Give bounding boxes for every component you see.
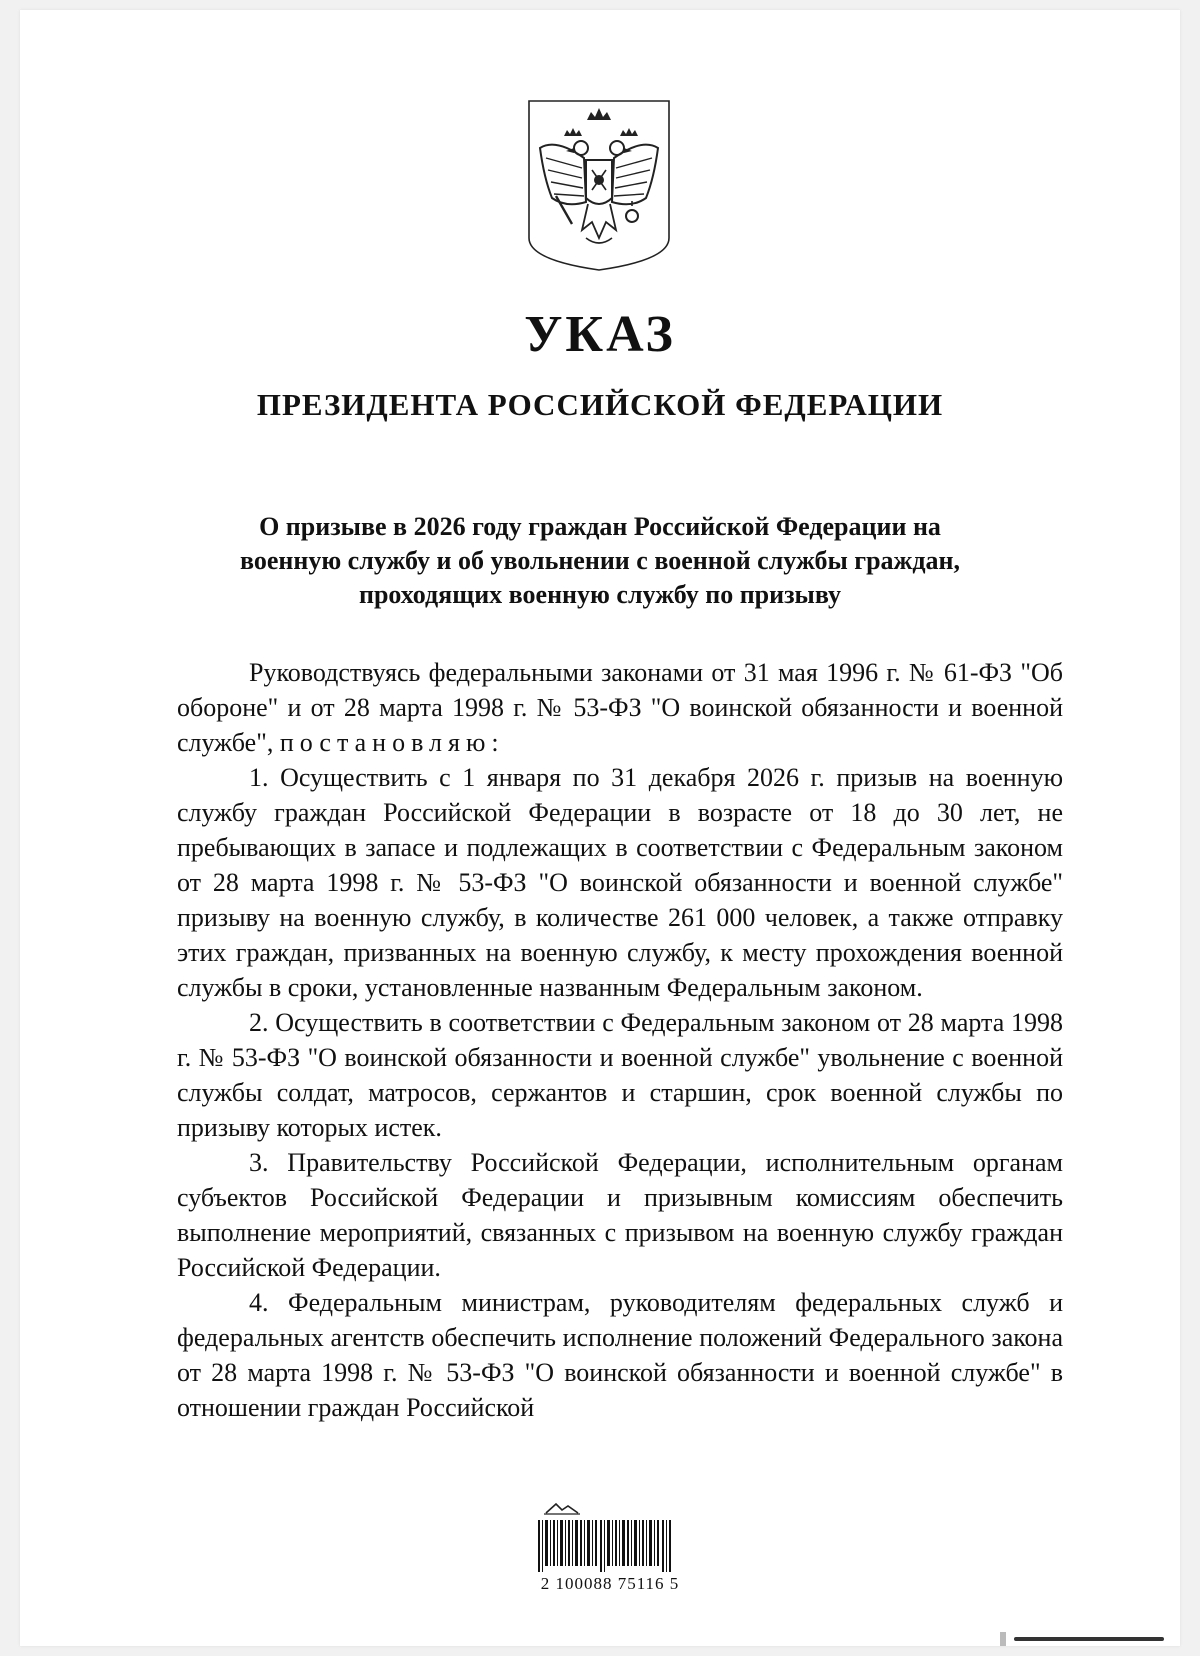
print-mark-icon xyxy=(542,1500,582,1516)
decree-item-2: 2. Осуществить в соответствии с Федеральным законом от 28 марта 1998 г. № 53-ФЗ "О воинской обязанности и военной службе" увольнение с военной службы солдат, матросов, сержантов и старшин, срок военной службы по призыву которых истек. xyxy=(177,1008,1063,1142)
barcode-number: 2 100088 75116 5 xyxy=(540,1574,680,1593)
heading-line: проходящих военную службу по призыву xyxy=(358,580,842,609)
document-page xyxy=(20,10,1180,1646)
document-subtitle: ПРЕЗИДЕНТА РОССИЙСКОЙ ФЕДЕРАЦИИ xyxy=(256,387,944,422)
decree-word: постановляю: xyxy=(279,728,505,757)
decree-item-4: 4. Федеральным министрам, руководителям федеральных служб и федеральных агентств обеспечить исполнение положений Федерального закона от 28 марта 1998 г. № 53-ФЗ "О воинской обязанности и военной службе" в отношении граждан Российской xyxy=(177,1288,1063,1422)
heading-line: военную службу и об увольнении с военной службы граждан, xyxy=(239,546,961,575)
decree-body xyxy=(177,655,1063,1425)
coat-of-arms-icon xyxy=(526,98,672,273)
barcode-icon xyxy=(538,1520,672,1572)
decree-heading xyxy=(170,510,1030,612)
preamble-text: Руководствуясь федеральными законами от 31 мая 1996 г. № 61-ФЗ "Об обороне" и от 28 марта 1998 г. № 53-ФЗ "О воинской обязанности и военной службе", xyxy=(177,658,1063,757)
preamble-paragraph xyxy=(177,655,1063,760)
decree-item-1: 1. Осуществить с 1 января по 31 декабря 2026 г. призыв на военную службу граждан Российской Федерации в возрасте от 18 до 30 лет, не пребывающих в запасе и подлежащих в соответствии с Федеральным законом от 28 марта 1998 г. № 53-ФЗ "О воинской обязанности и военной службе" призыву на военную службу, в количестве 261 000 человек, а также отправку этих граждан, призванных на военную службу, к месту прохождения военной службы в сроки, установленные названным Федеральным законом. xyxy=(177,763,1063,1002)
decree-item-3: 3. Правительству Российской Федерации, исполнительным органам субъектов Российской Федерации и призывным комиссиям обеспечить выполнение мероприятий, связанных с призывом на военную службу граждан Российской Федерации. xyxy=(177,1148,1063,1282)
scroll-indicator-icon xyxy=(1000,1632,1170,1646)
heading-line: О призыве в 2026 году граждан Российской Федерации на xyxy=(259,512,941,541)
document-title: УКАЗ xyxy=(524,306,676,363)
